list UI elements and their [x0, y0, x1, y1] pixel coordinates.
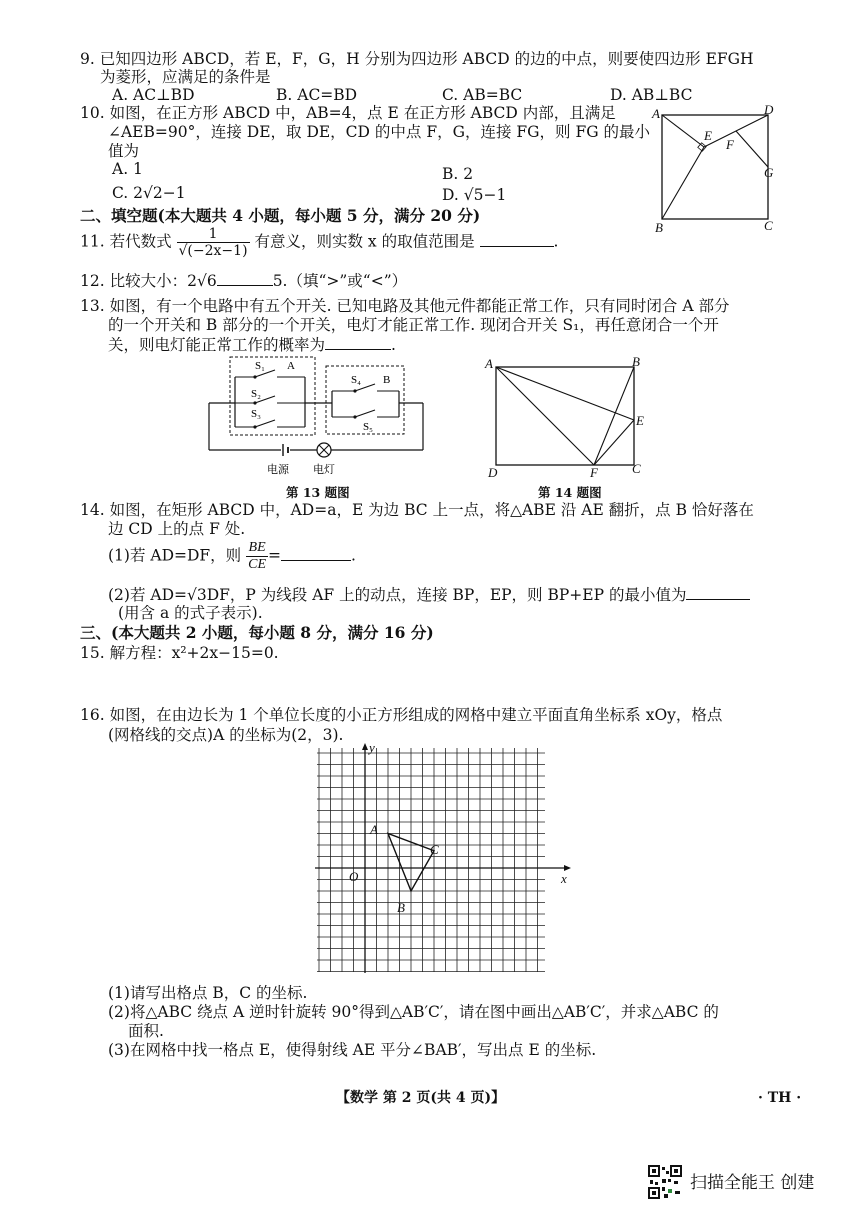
- q9-line1: 9. 已知四边形 ABCD，若 E，F，G，H 分别为四边形 ABCD 的边的中点，则要使四边形 EFGH: [80, 50, 754, 68]
- q14-part1-fraction: [246, 540, 268, 573]
- q14-line1: 14. 如图，在矩形 ABCD 中，AD=a，E 为边 BC 上一点，将△ABE 沿 AE 翻折，点 B 恰好落在: [80, 501, 754, 519]
- q16-label-b: B: [397, 900, 405, 915]
- q16-label-y: y: [369, 740, 375, 755]
- q13-end: .: [391, 336, 396, 354]
- q11-line: [80, 226, 558, 259]
- q11-pre: 11. 若代数式: [80, 232, 172, 251]
- q14-part2-text: (2)若 AD=√3DF，P 为线段 AF 上的动点，连接 BP，EP，则 BP+EP 的最小值为: [108, 586, 687, 604]
- q13-caption: 第 13 题图: [286, 485, 350, 500]
- section3-heading: 三、(本大题共 2 小题，每小题 8 分，满分 16 分): [80, 623, 434, 642]
- q10-line3: 值为: [108, 142, 140, 160]
- q11-end: .: [553, 232, 559, 251]
- q10-label-f: F: [726, 137, 734, 152]
- q9-option-b: B. AC=BD: [276, 86, 358, 104]
- q13-circuit-figure: [205, 355, 430, 480]
- q10-option-d: D. √5−1: [442, 186, 507, 204]
- q10-label-e: E: [704, 128, 712, 143]
- q14-rectangle-figure: [482, 355, 652, 480]
- q10-line2: ∠AEB=90°，连接 DE，取 DE，CD 的中点 F，G，连接 FG，则 FG 的最小: [108, 123, 651, 141]
- q13-label-b: B: [383, 374, 391, 386]
- q11-answer-blank[interactable]: [480, 232, 554, 247]
- q14-label-d: D: [488, 465, 498, 480]
- q11-numerator: 1: [177, 226, 250, 243]
- q10-label-g: G: [764, 165, 774, 180]
- q13-label-s2: S₂: [251, 388, 261, 400]
- q13-answer-blank[interactable]: [325, 335, 391, 350]
- q11-post: 有意义，则实数 x 的取值范围是: [254, 232, 475, 251]
- q13-label-power: 电源: [267, 463, 289, 476]
- q12-answer-blank[interactable]: [217, 271, 273, 286]
- q13-line3: [108, 335, 396, 355]
- q16-line1: 16. 如图，在由边长为 1 个单位长度的小正方形组成的网格中建立平面直角坐标系 xOy，格点: [80, 706, 723, 724]
- q13-label-s1: S₁: [255, 360, 265, 372]
- q14-part2-line2: (用含 a 的式子表示).: [118, 604, 263, 622]
- q14-part1: [108, 540, 356, 573]
- q10-option-b: B. 2: [442, 165, 474, 183]
- q9-line2: 为菱形，应满足的条件是: [100, 68, 271, 86]
- q13-label-s3: S₃: [251, 408, 261, 420]
- q14-part1-end: .: [351, 546, 356, 565]
- q10-label-d: D: [764, 104, 774, 117]
- q14-part1-pre: (1)若 AD=DF，则: [108, 546, 242, 565]
- q14-label-e: E: [636, 413, 644, 428]
- q10-label-b: B: [655, 220, 663, 234]
- q9-option-a: A. AC⊥BD: [112, 86, 195, 104]
- q11-denominator: √(−2x−1): [178, 243, 248, 259]
- q16-label-x: x: [561, 871, 567, 886]
- q14-part1-answer-blank[interactable]: [281, 546, 351, 561]
- q10-option-c: C. 2√2−1: [112, 184, 186, 202]
- q16-label-c: C: [430, 842, 439, 857]
- q16-grid-lines: [317, 748, 545, 972]
- q16-part1: (1)请写出格点 B，C 的坐标.: [108, 984, 308, 1002]
- q16-part2-line2: 面积.: [128, 1022, 164, 1040]
- q12-pre: 12. 比较大小：2√6: [80, 272, 217, 290]
- q13-line1: 13. 如图，有一个电路中有五个开关. 已知电路及其他元件都能正常工作，只有同时闭合 A 部分: [80, 297, 730, 315]
- q10-option-a: A. 1: [112, 160, 143, 178]
- q9-option-d: D. AB⊥BC: [610, 86, 693, 104]
- q15-text: 15. 解方程：x²+2x−15=0.: [80, 644, 279, 662]
- q14-part1-equals: =: [268, 546, 282, 565]
- q16-part2-line1: (2)将△ABC 绕点 A 逆时针旋转 90°得到△AB′C′，请在图中画出△AB′C′，并求△ABC 的: [108, 1003, 719, 1021]
- q10-line1: 10. 如图，在正方形 ABCD 中，AB=4，点 E 在正方形 ABCD 内部，且满足: [80, 104, 616, 122]
- q14-label-b: B: [632, 355, 640, 369]
- q10-label-a: A: [652, 106, 660, 121]
- footer-tag: · TH ·: [758, 1090, 802, 1106]
- q13-label-a: A: [287, 360, 295, 372]
- q12-post: 5.（填“>”或“<”）: [272, 272, 408, 290]
- q14-part2-answer-blank[interactable]: [686, 585, 750, 600]
- q14-label-c: C: [632, 461, 641, 476]
- q13-label-lamp: 电灯: [313, 463, 335, 476]
- section2-heading: 二、填空题(本大题共 4 小题，每小题 5 分，满分 20 分): [80, 206, 481, 225]
- q13-label-s4: S₄: [351, 374, 361, 386]
- q12-line: [80, 271, 407, 291]
- q14-line2: 边 CD 上的点 F 处.: [108, 520, 246, 538]
- q16-label-a: A: [370, 822, 378, 837]
- q14-part1-numerator: BE: [246, 540, 268, 557]
- q13-line2: 的一个开关和 B 部分的一个开关，电灯才能正常工作. 现闭合开关 S₁，再任意闭合一个开: [108, 316, 719, 334]
- q16-coordinate-grid: [305, 738, 575, 978]
- q16-part3: (3)在网格中找一格点 E，使得射线 AE 平分∠BAB′，写出点 E 的坐标.: [108, 1041, 597, 1059]
- q14-label-f: F: [590, 465, 598, 480]
- q10-square-figure: [650, 104, 780, 234]
- q14-label-a: A: [485, 356, 493, 371]
- q16-line2: (网格线的交点)A 的坐标为(2，3).: [108, 726, 344, 744]
- footer-page-info: 【数学 第 2 页(共 4 页)】: [336, 1090, 506, 1106]
- q16-label-o: O: [349, 869, 359, 884]
- q14-caption: 第 14 题图: [538, 485, 602, 500]
- q14-part2-line1: [108, 585, 750, 605]
- q14-part1-denominator: CE: [248, 557, 267, 572]
- qr-code-icon: [648, 1165, 682, 1199]
- q13-label-s5: S₅: [363, 421, 373, 433]
- q13-line3-text: 关，则电灯能正常工作的概率为: [108, 336, 326, 354]
- q16-y-axis-arrow: [362, 743, 368, 750]
- q11-fraction: [177, 226, 250, 259]
- watermark-text: 扫描全能王 创建: [690, 1173, 815, 1193]
- q9-option-c: C. AB=BC: [442, 86, 523, 104]
- q10-label-c: C: [764, 218, 773, 233]
